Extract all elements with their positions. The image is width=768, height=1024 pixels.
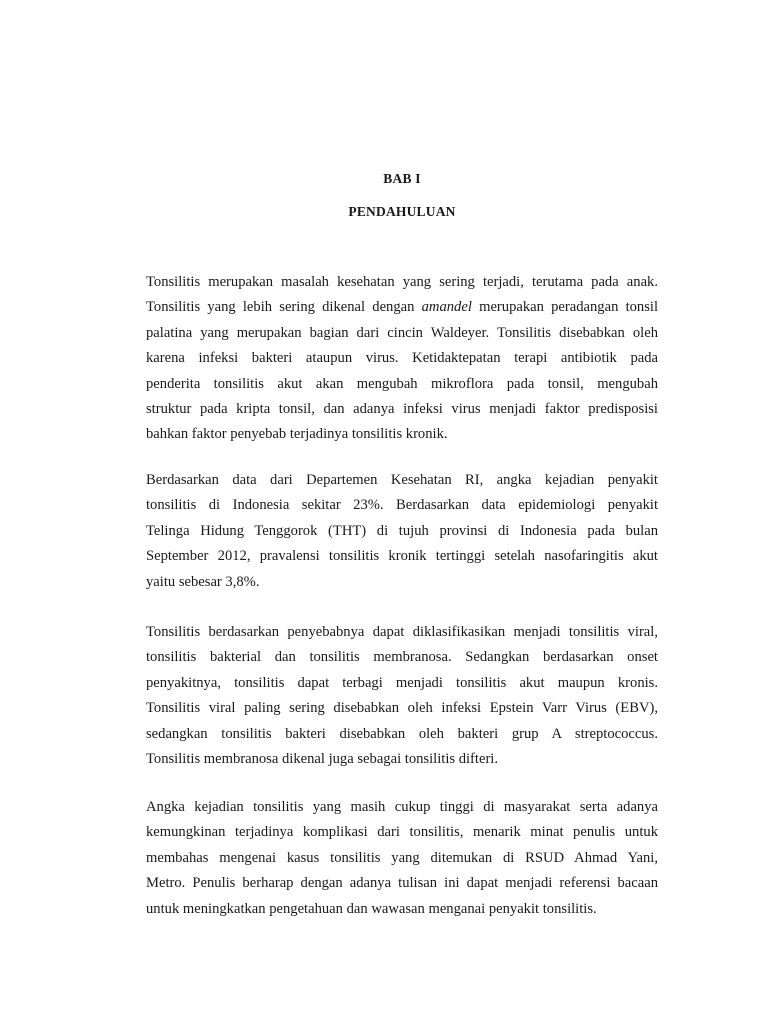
text-run: merupakan peradangan tonsil [471,299,659,316]
paragraph-4 [146,795,658,922]
paragraph-line: palatina yang merupakan bagian dari cincin Waldeyer. Tonsilitis disebabkan oleh [146,324,658,341]
paragraph-2 [146,468,658,595]
paragraph-line: Tonsilitis viral paling sering disebabkan oleh infeksi Epstein Varr Virus (EBV), [146,700,658,717]
paragraph-line: untuk meningkatkan pengetahuan dan wawasan menganai penyakit tonsilitis. [146,900,597,917]
paragraph-line: sedangkan tonsilitis bakteri disebabkan oleh bakteri grup A streptococcus. [146,725,658,742]
paragraph-line: penderita tonsilitis akut akan mengubah mikroflora pada tonsil, mengubah [146,375,658,392]
paragraph-3 [146,620,658,772]
chapter-title: PENDAHULUAN [348,204,456,219]
paragraph-line: struktur pada kripta tonsil, dan adanya infeksi virus menjadi faktor predisposisi [146,400,658,417]
paragraph-line: yaitu sebesar 3,8%. [146,573,260,590]
paragraph-line: September 2012, pravalensi tonsilitis kronik tertinggi setelah nasofaringitis akut [146,548,658,565]
paragraph-line: Telinga Hidung Tenggorok (THT) di tujuh provinsi di Indonesia pada bulan [146,522,658,539]
chapter-heading: BAB I [383,171,421,186]
text-run: Tonsilitis yang lebih sering dikenal dengan [146,299,422,316]
paragraph-line: tonsilitis di Indonesia sekitar 23%. Berdasarkan data epidemiologi penyakit [146,497,658,514]
paragraph-line: Tonsilitis membranosa dikenal juga sebagai tonsilitis difteri. [146,750,499,767]
paragraph-line: bahkan faktor penyebab terjadinya tonsilitis kronik. [146,426,448,443]
paragraph-line-with-italic [146,295,658,320]
paragraph-line: karena infeksi bakteri ataupun virus. Ketidaktepatan terapi antibiotik pada [146,350,658,367]
paragraph-line: Tonsilitis berdasarkan penyebabnya dapat diklasifikasikan menjadi tonsilitis viral, [146,624,658,640]
paragraph-line: Berdasarkan data dari Departemen Kesehatan RI, angka kejadian penyakit [146,472,658,488]
paragraph-line: penyakitnya, tonsilitis dapat terbagi menjadi tonsilitis akut maupun kronis. [146,674,658,691]
paragraph-1 [146,270,658,448]
paragraph-line: tonsilitis bakterial dan tonsilitis membranosa. Sedangkan berdasarkan onset [146,649,658,666]
paragraph-line: Tonsilitis merupakan masalah kesehatan yang sering terjadi, terutama pada anak. [146,274,658,290]
paragraph-line: Metro. Penulis berharap dengan adanya tulisan ini dapat menjadi referensi bacaan [146,875,658,892]
italic-term: amandel [421,299,472,316]
paragraph-line: kemungkinan terjadinya komplikasi dari tonsilitis, menarik minat penulis untuk [146,824,658,841]
paragraph-line: Angka kejadian tonsilitis yang masih cukup tinggi di masyarakat serta adanya [146,799,658,815]
paragraph-line: membahas mengenai kasus tonsilitis yang ditemukan di RSUD Ahmad Yani, [146,849,658,866]
